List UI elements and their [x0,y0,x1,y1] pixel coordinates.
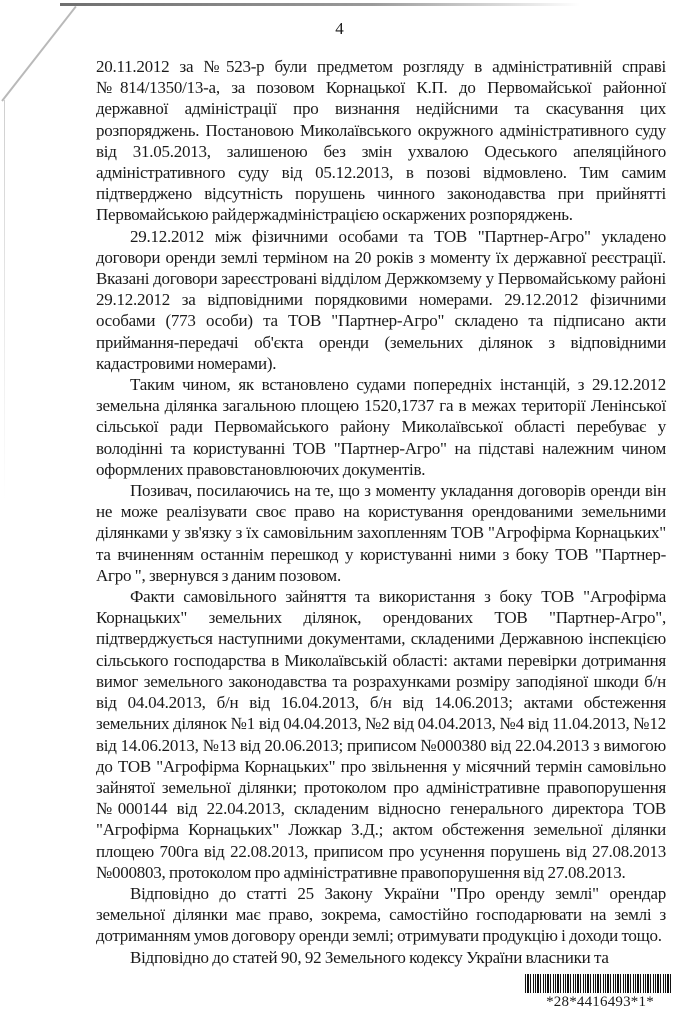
paragraph: Факти самовільного зайняття та використання з боку ТОВ "Агрофірма Корнацьких" земельних ділянок, орендованих ТОВ "Партнер-Агро", підтверджується наступними документами, складеними Державною інспекцією сільського господарства в Миколаївській області: актами перевірки дотримання вимог земельного законодавства та розрахунками розміру заподіяної шкоди б/н від 04.04.2013, б/н від 16.04.2013, б/н від 14.06.2013; актами обстеження земельних ділянок №1 від 04.04.2013, №2 від 04.04.2013, №4 від 11.04.2013, №12 від 14.06.2013, №13 від 20.06.2013; приписом №000380 від 22.04.2013 з вимогою до ТОВ "Агрофірма Корнацьких" про звільнення у місячний термін самовільно зайнятої земельної ділянки; протоколом про адміністративне правопорушення №000144 від 22.04.2013, складеним відносно генерального директора ТОВ "Агрофірма Корнацьких" Ложкар З.Д.; актом обстеження земельної ділянки площею 700га від 22.08.2013, приписом про усунення порушень від 27.08.2013 №000803, протоколом про адміністративне правопорушення від 27.08.2013. [96,587,666,882]
paragraph: Відповідно до статті 25 Закону України "Про оренду землі" орендар земельної ділянки має право, зокрема, самостійно господарювати на землі з дотриманням умов договору оренди землі; отримувати продукцію і доходи тощо. [96,883,666,946]
document-body [96,56,666,968]
scan-edge-top [60,3,580,6]
paragraph: Позивач, посилаючись на те, що з моменту укладання договорів оренди він не може реалізувати своє право на користування орендованими земельними ділянками у зв'язку з їх самовільним захопленням ТОВ "Агрофірма Корнацьких" та вчиненням останнім перешкод у користуванні ними з боку ТОВ "Партнер-Агро ", звернувся з даним позовом. [96,481,666,585]
paragraph: Таким чином, як встановлено судами попередніх інстанцій, з 29.12.2012 земельна ділянка загальною площею 1520,1737 га в межах території Ленінської сільської ради Первомайського району Миколаївської області перебуває у володінні та користуванні ТОВ "Партнер-Агро" на підставі належним чином оформлених правовстановлюючих документів. [96,375,666,479]
paragraph: Відповідно до статей 90, 92 Земельного кодексу України власники та [130,947,609,967]
barcode-block [525,974,675,1010]
barcode-number: *28*4416493*1* [546,994,654,1010]
barcode-image [525,974,673,993]
paragraph: 20.11.2012 за №523-р були предметом розгляду в адміністративній справі №814/1350/13-а, за позовом Корнацької К.П. до Первомайської районної державної адміністрації про визнання недійсними та скасування цих розпоряджень. Постановою Миколаївського окружного адміністративного суду від 31.05.2013, залишеною без змін ухвалою Одеського апеляційного адміністративного суду від 05.12.2013, в позові відмовлено. Тим самим підтверджено відсутність порушень чинного законодавства при прийнятті Первомайською райдержадміністрацією оскаржених розпоряджень. [96,57,666,225]
paragraph: 29.12.2012 між фізичними особами та ТОВ "Партнер-Агро" укладено договори оренди землі терміном на 20 років з моменту їх державної реєстрації. Вказані договори зареєстровані відділом Держкомзему у Первомайському районі 29.12.2012 за відповідними порядковими номерами. 29.12.2012 фізичними особами (773 особи) та ТОВ "Партнер-Агро" складено та підписано акти приймання-передачі об'єкта оренди (земельних ділянок з відповідними кадастровими номерами). [96,226,666,373]
scan-edge-left [4,100,5,500]
page-number: 4 [335,19,344,38]
